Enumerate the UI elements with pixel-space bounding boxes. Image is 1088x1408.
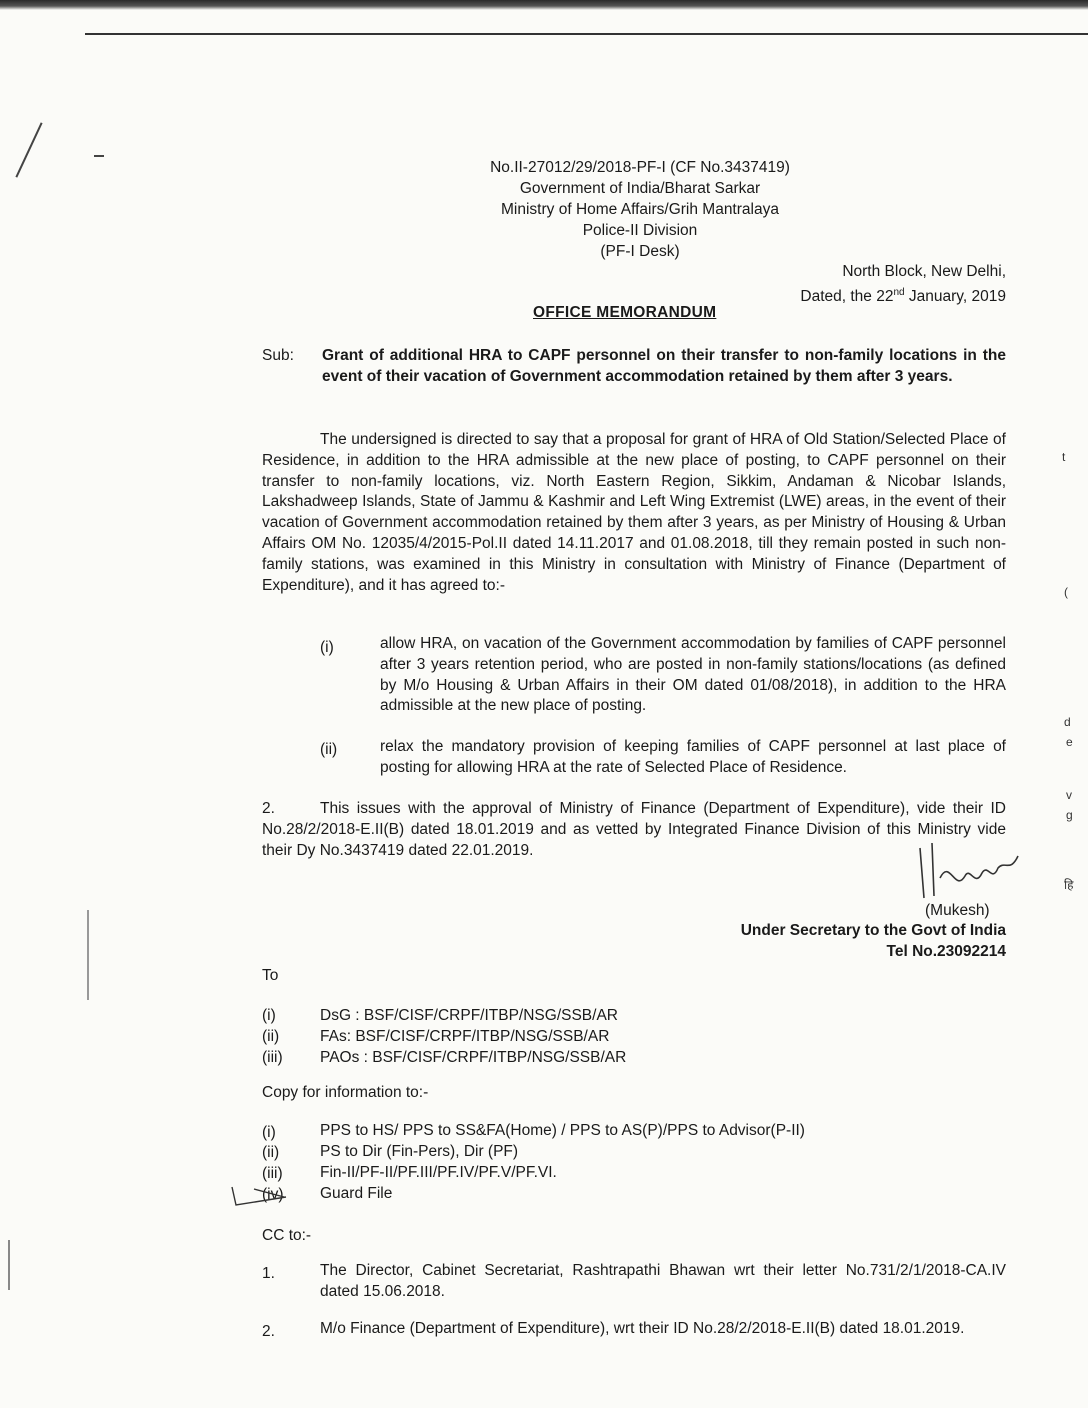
point-number: (ii) bbox=[320, 741, 338, 758]
copy-item: PS to Dir (Fin-Pers), Dir (PF) bbox=[320, 1143, 519, 1160]
paragraph-2: This issues with the approval of Ministry of Finance (Department of Expenditure), vide their ID No.28/2/2018-E.II(B) dated 18.01.2019 and as vetted by Integrated Finance Division of this Ministry vide their Dy No.3437419 dated 22.01.2019. bbox=[262, 800, 1006, 859]
to-item: PAOs : BSF/CISF/CRPF/ITBP/NSG/SSB/AR bbox=[320, 1049, 627, 1066]
scan-mark bbox=[87, 910, 89, 1000]
margin-fragment: d bbox=[1064, 715, 1071, 729]
page-title: OFFICE MEMORANDUM bbox=[533, 304, 717, 321]
copy-number: (iv) bbox=[262, 1186, 284, 1203]
paragraph-1: The undersigned is directed to say that a proposal for grant of HRA of Old Station/Selected Place of Residence, in addition to the HRA admissible at the new place of posting, to CAPF personnel on their transfer to non-family locations, viz. North Eastern Region, Sikkim, Andaman & Nicobar Islands, Lakshadweep Islands, State of Jammu & Kashmir and Left Wing Extremist (LWE) areas, in the event of their vacation of Government accommodation retained by them after 3 years, as per Ministry of Housing & Urban Affairs OM No. 12035/4/2015-Pol.II dated 14.11.2017 and 01.08.2018, till they remain posted in such non-family stations, was examined in this Ministry in consultation with Ministry of Finance (Department of Expenditure), and it has agreed to:- bbox=[262, 431, 1006, 594]
to-number: (iii) bbox=[262, 1049, 283, 1066]
margin-fragment: g bbox=[1066, 808, 1073, 822]
cc-item: M/o Finance (Department of Expenditure), wrt their ID No.28/2/2018-E.II(B) dated 18.01.2019. bbox=[320, 1320, 965, 1337]
to-label: To bbox=[262, 967, 279, 984]
scan-mark bbox=[8, 1240, 10, 1290]
copy-number: (ii) bbox=[262, 1144, 280, 1161]
scan-rule bbox=[85, 33, 1088, 35]
scan-mark bbox=[15, 122, 42, 177]
copy-number: (i) bbox=[262, 1124, 276, 1141]
to-number: (i) bbox=[262, 1007, 276, 1024]
paragraph-2-number: 2. bbox=[262, 800, 275, 817]
cc-item: The Director, Cabinet Secretariat, Rashtrapathi Bhawan wrt their letter No.731/2/1/2018-CA.IV dated 15.06.2018. bbox=[320, 1262, 1006, 1300]
margin-fragment: e bbox=[1066, 735, 1073, 749]
signatory-name: (Mukesh) bbox=[925, 902, 990, 919]
scan-mark bbox=[94, 155, 104, 157]
margin-fragment: t bbox=[1062, 450, 1066, 464]
date: Dated, the 22nd January, 2019 bbox=[800, 287, 1006, 306]
copy-item: Guard File bbox=[320, 1185, 393, 1202]
subject-label: Sub: bbox=[262, 347, 294, 364]
point-text: relax the mandatory provision of keeping families of CAPF personnel at last place of posting for allowing HRA at the rate of Selected Place of Residence. bbox=[380, 738, 1006, 776]
copy-label: Copy for information to:- bbox=[262, 1084, 429, 1101]
ministry-line: Ministry of Home Affairs/Grih Mantralaya bbox=[501, 201, 779, 218]
file-number: No.II-27012/29/2018-PF-I (CF No.3437419) bbox=[490, 159, 790, 176]
margin-fragment: ( bbox=[1064, 585, 1068, 599]
desk-line: (PF-I Desk) bbox=[600, 243, 680, 260]
place: North Block, New Delhi, bbox=[842, 263, 1006, 280]
margin-fragment: v bbox=[1066, 788, 1072, 802]
copy-item: Fin-II/PF-II/PF.III/PF.IV/PF.V/PF.VI. bbox=[320, 1164, 557, 1181]
tick-mark bbox=[228, 1183, 288, 1211]
signature-scribble bbox=[910, 838, 1030, 908]
signatory-tel: Tel No.23092214 bbox=[886, 943, 1006, 960]
scan-edge bbox=[0, 0, 1088, 10]
to-item: FAs: BSF/CISF/CRPF/ITBP/NSG/SSB/AR bbox=[320, 1028, 610, 1045]
to-number: (ii) bbox=[262, 1028, 280, 1045]
subject-text: Grant of additional HRA to CAPF personnel on their transfer to non-family locations in the event of their vacation of Government accommodation retained by them after 3 years. bbox=[322, 347, 1006, 385]
cc-number: 1. bbox=[262, 1265, 275, 1282]
point-text: allow HRA, on vacation of the Government accommodation by families of CAPF personnel after 3 years retention period, who are posted in non-family stations/locations (as defined by M/o Housing & Urban Affairs in their OM dated 01/08/2018), in addition to the HRA admissible at the new place of posting. bbox=[380, 635, 1006, 715]
copy-item: PPS to HS/ PPS to SS&FA(Home) / PPS to AS(P)/PPS to Advisor(P-II) bbox=[320, 1122, 805, 1139]
signatory-designation: Under Secretary to the Govt of India bbox=[740, 922, 1006, 939]
margin-fragment: हि bbox=[1064, 878, 1074, 892]
copy-number: (iii) bbox=[262, 1165, 283, 1182]
cc-label: CC to:- bbox=[262, 1227, 312, 1244]
point-number: (i) bbox=[320, 639, 334, 656]
to-item: DsG : BSF/CISF/CRPF/ITBP/NSG/SSB/AR bbox=[320, 1007, 618, 1024]
cc-number: 2. bbox=[262, 1323, 275, 1340]
division-line: Police-II Division bbox=[582, 222, 698, 239]
government-line: Government of India/Bharat Sarkar bbox=[519, 180, 761, 197]
